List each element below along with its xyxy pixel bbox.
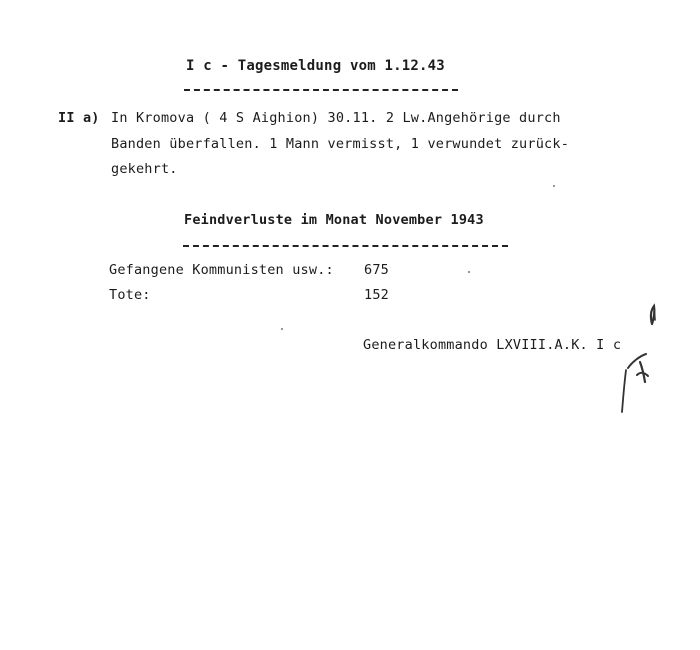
report-line-2: Banden überfallen. 1 Mann vermisst, 1 verwundet zurück- bbox=[111, 136, 570, 152]
report-line-1: In Kromova ( 4 S Aighion) 30.11. 2 Lw.Angehörige durch bbox=[111, 110, 561, 126]
paper-speck bbox=[553, 185, 555, 187]
losses-value-dead: 152 bbox=[364, 287, 389, 303]
losses-heading: Feindverluste im Monat November 1943 bbox=[184, 212, 484, 228]
losses-label-prisoners: Gefangene Kommunisten usw.: bbox=[109, 262, 334, 278]
losses-heading-underline bbox=[183, 245, 508, 247]
title-underline bbox=[184, 89, 458, 91]
paper-speck bbox=[468, 271, 470, 273]
document-title: I c - Tagesmeldung vom 1.12.43 bbox=[186, 58, 445, 74]
paper-speck bbox=[281, 328, 283, 330]
losses-value-prisoners: 675 bbox=[364, 262, 389, 278]
losses-label-dead: Tote: bbox=[109, 287, 151, 303]
signature-line: Generalkommando LXVIII.A.K. I c bbox=[363, 337, 622, 353]
report-label: II a) bbox=[58, 110, 100, 126]
report-line-3: gekehrt. bbox=[111, 161, 178, 177]
handwritten-initials bbox=[610, 296, 680, 421]
